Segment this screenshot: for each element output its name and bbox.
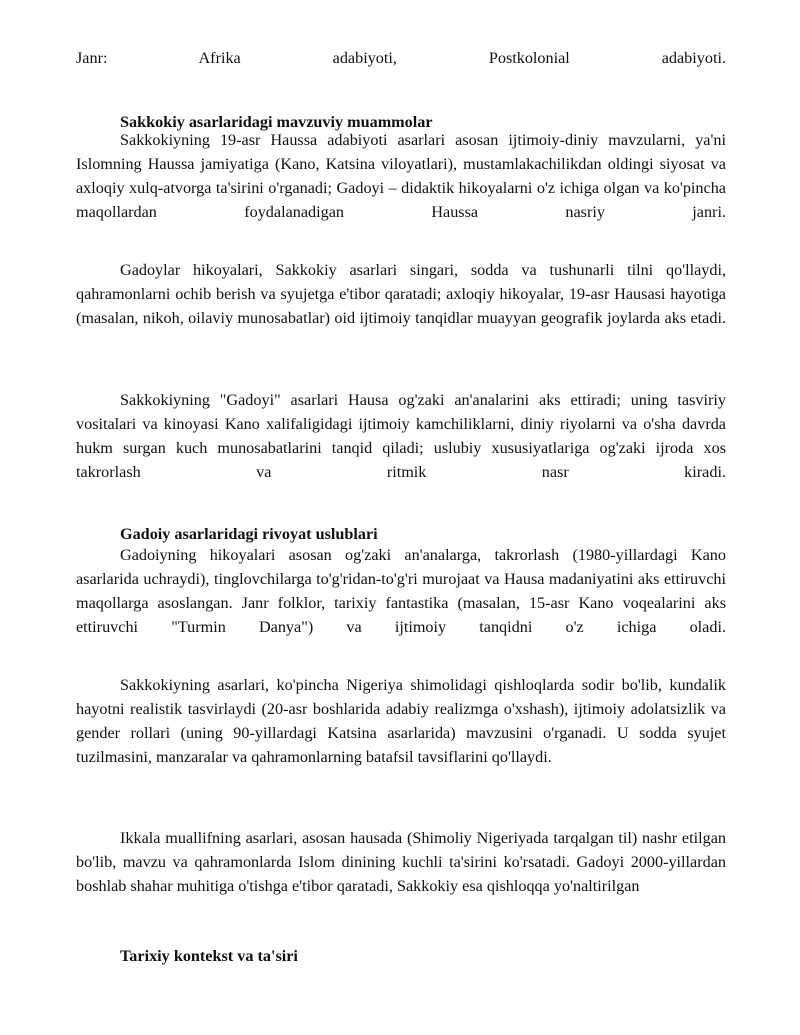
paragraph-thematic-3: Sakkokiyning "Gadoyi" asarlari Hausa og'zaki an'analarini aks ettiradi; uning tasviriy vositalari va kinoyasi Kano xalifaligidagi ijtimoiy kamchiliklarni, diniy riyolarni va o'sha davrda hukm surgan kuch munosabatlarini tanqid qiladi; uslubiy xususiyatlariga og'zaki ijroda xos takrorlash va ritmik nasr kiradi.	[76, 391, 726, 481]
section-heading-historical-context: Tarixiy kontekst va ta'siri	[120, 947, 298, 965]
paragraph-narrative-1: Gadoiyning hikoyalari asosan og'zaki an'analarga, takrorlash (1980-yillardagi Kano asarlarida uchraydi), tinglovchilarga to'g'ridan-to'g'ri murojaat va Hausa madaniyatini aks ettiruvchi maqollarga asoslangan. Janr folklor, tarixiy fantastika (masalan, 15-asr Kano voqealarini aks ettiruvchi "Turmin Danya") va ijtimoiy tanqidni o'z ichiga oladi.	[76, 546, 726, 636]
paragraph-narrative-2: Sakkokiyning asarlari, ko'pincha Nigeriya shimolidagi qishloqlarda sodir bo'lib, kundalik hayotni realistik tasvirlaydi (20-asr boshlarida adabiy realizmga o'xshash), ijtimoiy adolatsizlik va gender rollari (uning 90-yillardagi Katsina asarlarida) mavzusini o'rganadi. U sodda syujet tuzilmasini, manzaralar va qahramonlarning batafsil tavsiflarini qo'llaydi.	[76, 676, 726, 766]
paragraph-thematic-2: Gadoylar hikoyalari, Sakkokiy asarlari singari, sodda va tushunarli tilni qo'llaydi, qahramonlarni ochib berish va syujetga e'tibor qaratadi; axloqiy hikoyalar, 19-asr Hausasi hayotiga (masalan, nikoh, oilaviy munosabatlar) oid ijtimoiy tanqidlar muayyan geografik joylarda aks etadi.	[76, 261, 726, 327]
paragraph-narrative-3: Ikkala muallifning asarlari, asosan hausada (Shimoliy Nigeriyada tarqalgan til) nashr etilgan bo'lib, mavzu va qahramonlarda Islom dinining kuchli ta'sirini ko'rsatadi. Gadoyi 2000-yillardan boshlab shahar muhitiga o'tishga e'tibor qaratadi, Sakkokiy esa qishloqqa yo'naltirilgan	[76, 829, 726, 895]
section-heading-narrative-styles: Gadoiy asarlaridagi rivoyat uslublari	[120, 525, 378, 543]
paragraph-thematic-1: Sakkokiyning 19-asr Haussa adabiyoti asarlari asosan ijtimoiy-diniy mavzularni, ya'ni Islomning Haussa jamiyatiga (Kano, Katsina viloyatlari), mustamlakachilikdan oldingi siyosat va axloqiy xulq-atvorga ta'sirini o'rganadi; Gadoyi – didaktik hikoyalarni o'z ichiga olgan va ko'pincha maqollardan foydalanadigan Haussa nasriy janri.	[76, 131, 726, 221]
genre-line: Janr: Afrika adabiyoti, Postkolonial adabiyoti.	[76, 49, 726, 67]
section-heading-thematic-problems: Sakkokiy asarlaridagi mavzuviy muammolar	[120, 113, 433, 131]
